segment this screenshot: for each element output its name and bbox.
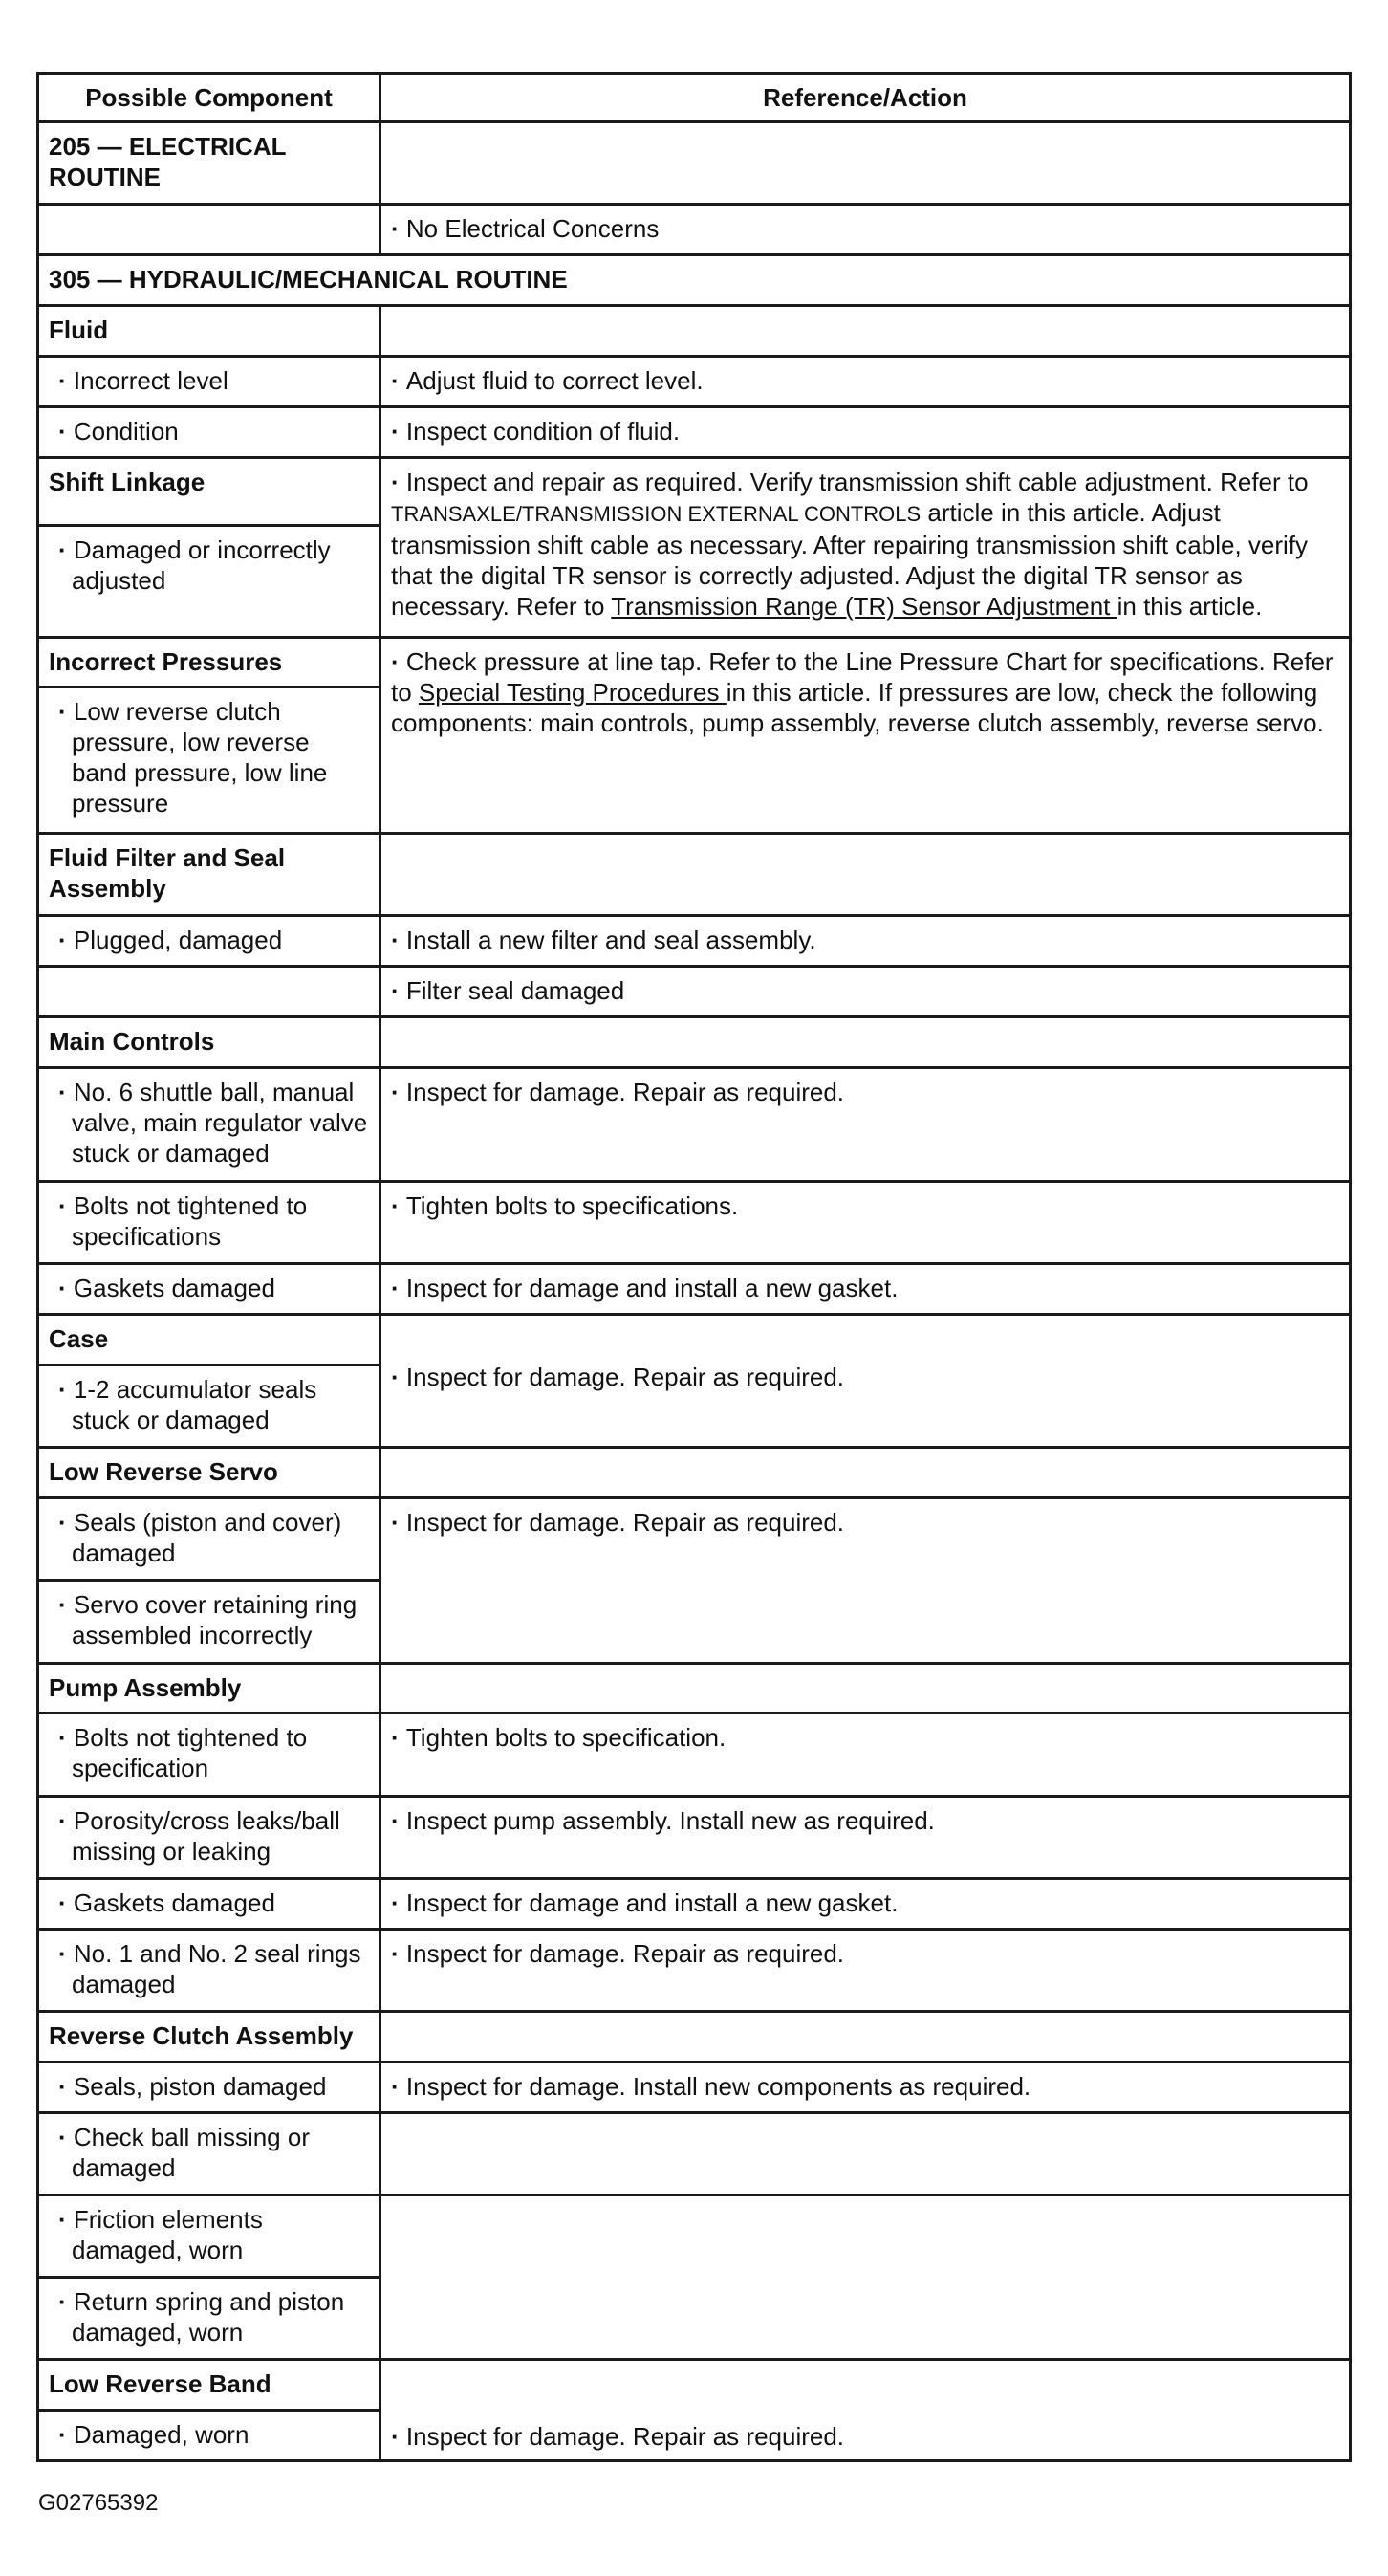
- component-item: · Condition: [38, 406, 380, 457]
- component-item: · Check ball missing or damaged: [38, 2112, 380, 2194]
- component-item: · Porosity/cross leaks/ball missing or leaking: [38, 1796, 380, 1878]
- table-row: [38, 916, 1351, 967]
- action-text: · Check pressure at line tap. Refer to the Line Pressure Chart for specifications. Refer to Special Testing Procedures in this article. If pressures are low, check the following components: main controls, pump assembly, reverse clutch assembly, reverse servo.: [380, 637, 1351, 833]
- table-row: [38, 305, 1351, 356]
- header-action: Reference/Action: [380, 74, 1351, 122]
- group-title-case: Case: [38, 1315, 380, 1365]
- action-text: · Adjust fluid to correct level.: [380, 356, 1351, 406]
- table-row: [38, 255, 1351, 306]
- component-item: · Damaged or incorrectly adjusted: [38, 526, 380, 637]
- action-text: · Inspect for damage. Repair as required.: [380, 1315, 1351, 1448]
- group-title-reverse-clutch: Reverse Clutch Assembly: [38, 2011, 380, 2062]
- table-row: [38, 1182, 1351, 1264]
- table-row: [38, 205, 1351, 255]
- component-item: · Low reverse clutch pressure, low reverse band pressure, low line pressure: [38, 688, 380, 834]
- action-text: · Filter seal damaged: [380, 967, 1351, 1017]
- header-component: Possible Component: [38, 74, 380, 122]
- table-row: [38, 457, 1351, 525]
- component-item: · No. 6 shuttle ball, manual valve, main regulator valve stuck or damaged: [38, 1067, 380, 1181]
- action-text: · Inspect for damage. Repair as required.: [380, 1067, 1351, 1181]
- table-row: [38, 1714, 1351, 1796]
- group-title-pump: Pump Assembly: [38, 1663, 380, 1714]
- table-row: [38, 2112, 1351, 2194]
- component-item: · Bolts not tightened to specifications: [38, 1182, 380, 1264]
- table-row: [38, 834, 1351, 916]
- component-item: · Damaged, worn: [38, 2410, 380, 2460]
- action-text: · Inspect for damage. Repair as required.: [380, 2359, 1351, 2460]
- action-text: · Inspect for damage and install a new gasket.: [380, 1264, 1351, 1315]
- action-text: · Tighten bolts to specification.: [380, 1714, 1351, 1796]
- header-row: [38, 74, 1351, 122]
- component-item: · No. 1 and No. 2 seal rings damaged: [38, 1929, 380, 2011]
- component-item: · Plugged, damaged: [38, 916, 380, 967]
- action-text: · Inspect and repair as required. Verify transmission shift cable adjustment. Refer to TRANSAXLE/TRANSMISSION EXTERNAL CONTROLS article in this article. Adjust transmission shift cable as necessary. After repairing transmission shift cable, verify that the digital TR sensor is correctly adjusted. Adjust the digital TR sensor as necessary. Refer to Transmission Range (TR) Sensor Adjustment in this article.: [380, 457, 1351, 637]
- table-row: [38, 1498, 1351, 1581]
- component-item: · Gaskets damaged: [38, 1878, 380, 1929]
- action-text: · Inspect for damage. Repair as required.: [380, 1498, 1351, 1663]
- table-row: [38, 1878, 1351, 1929]
- component-item: · Gaskets damaged: [38, 1264, 380, 1315]
- diagnostic-table: [36, 72, 1352, 2462]
- action-text: · Inspect for damage and install a new gasket.: [380, 1878, 1351, 1929]
- table-row: [38, 2062, 1351, 2112]
- group-title-main-controls: Main Controls: [38, 1016, 380, 1067]
- group-title-fluid: Fluid: [38, 305, 380, 356]
- table-row: [38, 1929, 1351, 2011]
- routine-205-title: 205 — ELECTRICAL ROUTINE: [38, 122, 380, 205]
- component-item: · Servo cover retaining ring assembled incorrectly: [38, 1581, 380, 1663]
- routine-205-action: · No Electrical Concerns: [380, 205, 1351, 255]
- action-text: · Install a new filter and seal assembly.: [380, 916, 1351, 967]
- table-row: [38, 2011, 1351, 2062]
- reference-link-testing[interactable]: Special Testing Procedures: [418, 677, 727, 707]
- table-row: [38, 637, 1351, 688]
- group-title-shift-linkage: Shift Linkage: [38, 457, 380, 525]
- table-row: [38, 967, 1351, 1017]
- table-row: [38, 2359, 1351, 2410]
- table-row: [38, 1448, 1351, 1498]
- component-item: · Return spring and piston damaged, worn: [38, 2277, 380, 2359]
- group-title-filter: Fluid Filter and Seal Assembly: [38, 834, 380, 916]
- table-row: [38, 122, 1351, 205]
- action-text: · Inspect pump assembly. Install new as required.: [380, 1796, 1351, 1878]
- component-item: · 1-2 accumulator seals stuck or damaged: [38, 1365, 380, 1448]
- group-title-band: Low Reverse Band: [38, 2359, 380, 2410]
- table-row: [38, 356, 1351, 406]
- action-text: · Inspect for damage. Repair as required.: [380, 1929, 1351, 2011]
- reference-external-controls: TRANSAXLE/TRANSMISSION EXTERNAL CONTROLS: [391, 501, 922, 526]
- action-text: · Tighten bolts to specifications.: [380, 1182, 1351, 1264]
- table-row: [38, 1067, 1351, 1181]
- table-row: [38, 1264, 1351, 1315]
- component-item: · Seals (piston and cover) damaged: [38, 1498, 380, 1581]
- component-item: · Friction elements damaged, worn: [38, 2194, 380, 2277]
- table-row: [38, 1016, 1351, 1067]
- component-item: · Bolts not tightened to specification: [38, 1714, 380, 1796]
- component-item: · Seals, piston damaged: [38, 2062, 380, 2112]
- component-item: · Incorrect level: [38, 356, 380, 406]
- table-row: [38, 2194, 1351, 2277]
- group-title-servo: Low Reverse Servo: [38, 1448, 380, 1498]
- table-row: [38, 1315, 1351, 1365]
- routine-305-title: 305 — HYDRAULIC/MECHANICAL ROUTINE: [38, 255, 1351, 306]
- group-title-pressures: Incorrect Pressures: [38, 637, 380, 688]
- table-row: [38, 406, 1351, 457]
- reference-link-tr-sensor[interactable]: Transmission Range (TR) Sensor Adjustment: [611, 591, 1117, 621]
- figure-id: G02765392: [38, 2490, 159, 2516]
- action-text: · Inspect condition of fluid.: [380, 406, 1351, 457]
- action-text: · Inspect for damage. Install new components as required.: [380, 2062, 1351, 2112]
- table-row: [38, 1796, 1351, 1878]
- table-row: [38, 1663, 1351, 1714]
